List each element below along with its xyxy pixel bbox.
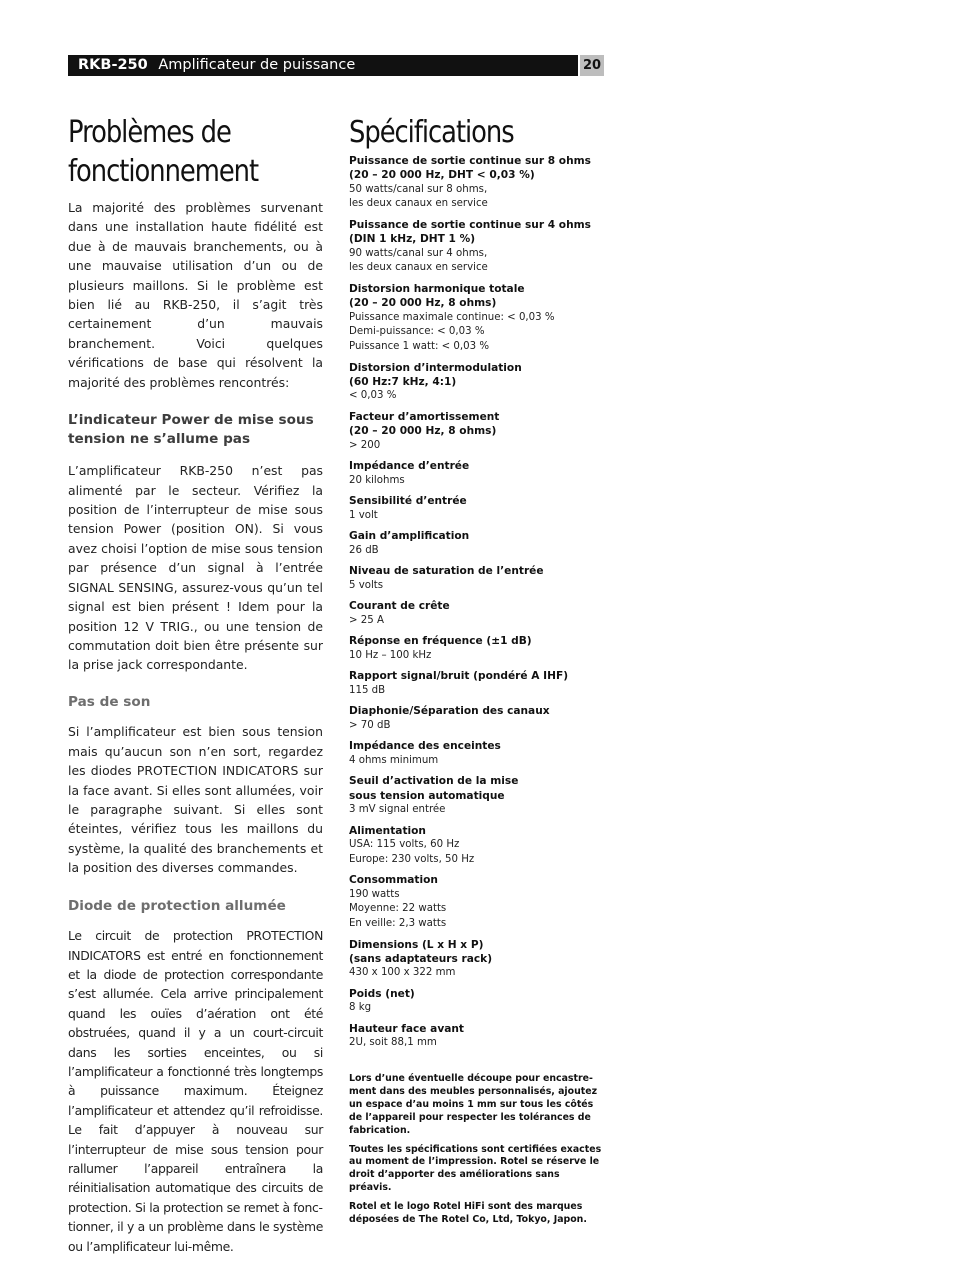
troubleshooting-title-block xyxy=(68,113,323,195)
spec-item xyxy=(349,634,604,663)
spec-value: 430 x 100 x 322 mm xyxy=(349,967,456,979)
spec-value: > 25 A xyxy=(349,614,384,626)
section-text-protection-led: Le circuit de protection PROTECTION INDICATORS est entré en fonctionnement et la diode de protection correspondante s’est allumée. Cela arrive principalement quand les ouïes d’aération ont été obstruées, quand il y a un court-circuit dans les sorties enceintes, ou si l’amplificateur a fonctionné très longtemps à puissance maximum. Éteignez l’amplificateur et attendez qu’il refroidisse. Le fait d’appuyer à nouveau sur l’interrupteur de mise sous tension pour rallumer l’appareil entraînera la réinitialisation automatique des circuits de protection. Si la protection se remet à fonctionner, il y a un problème dans le système ou l’amplificateur lui-même. xyxy=(68,928,323,1254)
spec-value: > 200 xyxy=(349,439,381,451)
spec-value: 1 volt xyxy=(349,509,378,521)
section-heading-power-indicator: L’indicateur Power de mise sous tension ne s’allume pas xyxy=(68,412,314,447)
spec-value: 5 volts xyxy=(349,579,384,591)
specifications-title: Spécifications xyxy=(349,115,514,150)
spec-item xyxy=(349,529,604,558)
spec-label: Réponse en fréquence (±1 dB) xyxy=(349,635,532,648)
spec-label: Consommation xyxy=(349,874,438,887)
spec-label: Puissance de sortie continue sur 4 ohms (DIN 1 kHz, DHT 1 %) xyxy=(349,219,591,246)
spec-value: 190 watts Moyenne: 22 watts En veille: 2,3 watts xyxy=(349,888,447,929)
troubleshooting-column xyxy=(68,113,323,1256)
spec-item xyxy=(349,873,604,931)
spec-item xyxy=(349,494,604,523)
spec-label: Distorsion harmonique totale (20 – 20 000 Hz, 8 ohms) xyxy=(349,283,525,310)
spec-item xyxy=(349,218,604,276)
spec-item xyxy=(349,599,604,628)
page-number: 20 xyxy=(580,55,604,76)
spec-value: 3 mV signal entrée xyxy=(349,804,446,816)
spec-item xyxy=(349,987,604,1016)
footnote: Toutes les spécifications sont certifiées exactes au moment de l’impression. Rotel se réserve le droit d’apporter des améliorations sans préavis. xyxy=(349,1143,602,1194)
spec-item xyxy=(349,459,604,488)
spec-value: < 0,03 % xyxy=(349,390,397,402)
spec-item xyxy=(349,564,604,593)
spec-list xyxy=(349,154,604,1051)
section-heading-protection-led: Diode de protection allumée xyxy=(68,897,286,914)
specifications-title-block xyxy=(349,113,604,154)
spec-item xyxy=(349,1022,604,1051)
spec-label: Impédance d’entrée xyxy=(349,460,470,473)
spec-label: Niveau de saturation de l’entrée xyxy=(349,565,544,578)
spec-item xyxy=(349,704,604,733)
spec-item xyxy=(349,669,604,698)
model-name: RKB-250 xyxy=(78,57,148,73)
troubleshooting-title xyxy=(68,113,331,191)
spec-item xyxy=(349,410,604,453)
spec-label: Courant de crête xyxy=(349,600,450,613)
header-title: Amplificateur de puissance xyxy=(158,57,356,73)
title-line-2: fonctionnement xyxy=(68,154,259,189)
spec-value: 90 watts/canal sur 4 ohms, les deux canaux en service xyxy=(349,247,488,274)
spec-item xyxy=(349,938,604,981)
page-header xyxy=(68,55,578,76)
spec-item xyxy=(349,739,604,768)
spec-label: Impédance des enceintes xyxy=(349,740,501,753)
spec-label: Dimensions (L x H x P) (sans adaptateurs rack) xyxy=(349,938,493,965)
footnote: Rotel et le logo Rotel HiFi sont des marques déposées de The Rotel Co, Ltd, Tokyo, Japon. xyxy=(349,1201,587,1226)
spec-value: 2U, soit 88,1 mm xyxy=(349,1037,437,1049)
spec-value: 115 dB xyxy=(349,684,386,696)
spec-label: Gain d’amplification xyxy=(349,530,470,543)
spec-value: 8 kg xyxy=(349,1002,372,1014)
spec-item xyxy=(349,774,604,817)
title-line-1: Problèmes de xyxy=(68,115,231,150)
spec-label: Poids (net) xyxy=(349,988,415,1000)
spec-item xyxy=(349,824,604,868)
spec-value: 10 Hz – 100 kHz xyxy=(349,649,432,661)
specifications-column xyxy=(349,113,604,1233)
intro-paragraph: La majorité des problèmes survenant dans une installation haute fidélité est due à de mauvais branchements, ou à une mauvaise utilisation d’un ou de plusieurs maillons. Si le problème est bien lié au RKB-250, il s’agit très certainement d’un mauvais branchement. Voici quelques vérifications de base qui résolvent la majorité des problèmes rencontrés: xyxy=(68,200,323,390)
spec-value: Puissance maximale continue: < 0,03 % Demi-puissance: < 0,03 % Puissance 1 watt: < 0,03 % xyxy=(349,311,555,352)
spec-label: Rapport signal/bruit (pondéré A IHF) xyxy=(349,670,569,683)
spec-value: 20 kilohms xyxy=(349,474,405,486)
spec-label: Diaphonie/Séparation des canaux xyxy=(349,705,550,718)
spec-item xyxy=(349,361,604,404)
spec-label: Distorsion d’intermodulation (60 Hz:7 kHz, 4:1) xyxy=(349,361,522,388)
spec-label: Facteur d’amortissement (20 – 20 000 Hz, 8 ohms) xyxy=(349,411,500,438)
section-heading-no-sound: Pas de son xyxy=(68,693,151,710)
section-text-no-sound: Si l’amplificateur est bien sous tension mais qu’aucun son n’en sort, regardez les diodes PROTECTION INDICATORS sur la face avant. Si elles sont allumées, voir le paragraphe suivant. Si elles sont éteintes, vérifiez tous les maillons du système, la qualité des branchements et la position des diverses commandes. xyxy=(68,724,323,876)
spec-value: 4 ohms minimum xyxy=(349,754,439,766)
spec-label: Seuil d’activation de la mise sous tension automatique xyxy=(349,775,519,802)
spec-label: Puissance de sortie continue sur 8 ohms (20 – 20 000 Hz, DHT < 0,03 %) xyxy=(349,155,591,182)
footnotes xyxy=(349,1073,604,1227)
spec-value: USA: 115 volts, 60 Hz Europe: 230 volts, 50 Hz xyxy=(349,839,475,865)
spec-value: 26 dB xyxy=(349,544,379,556)
spec-item xyxy=(349,282,604,355)
spec-label: Sensibilité d’entrée xyxy=(349,495,467,508)
spec-item xyxy=(349,154,604,212)
spec-label: Hauteur face avant xyxy=(349,1023,464,1035)
spec-label: Alimentation xyxy=(349,824,426,837)
footnote: Lors d’une éventuelle découpe pour encastrement dans des meubles personnalisés, ajoutez un espace d’au moins 1 mm sur tous les côtés de l’appareil pour respecter les tolérances de fabrication. xyxy=(349,1073,598,1136)
spec-value: > 70 dB xyxy=(349,719,391,731)
section-text-power-indicator: L’amplificateur RKB-250 n’est pas alimenté par le secteur. Vérifiez la position de l’interrupteur de mise sous tension Power (position ON). Si vous avez choisi l’option de mise sous tension par présence d’un signal à l’entrée SIGNAL SENSING, assurez-vous qu’un tel signal est bien présent ! Idem pour la position 12 V TRIG., ou une tension de commutation doit bien être présente sur la prise jack correspondante. xyxy=(68,463,323,673)
spec-value: 50 watts/canal sur 8 ohms, les deux canaux en service xyxy=(349,183,488,210)
